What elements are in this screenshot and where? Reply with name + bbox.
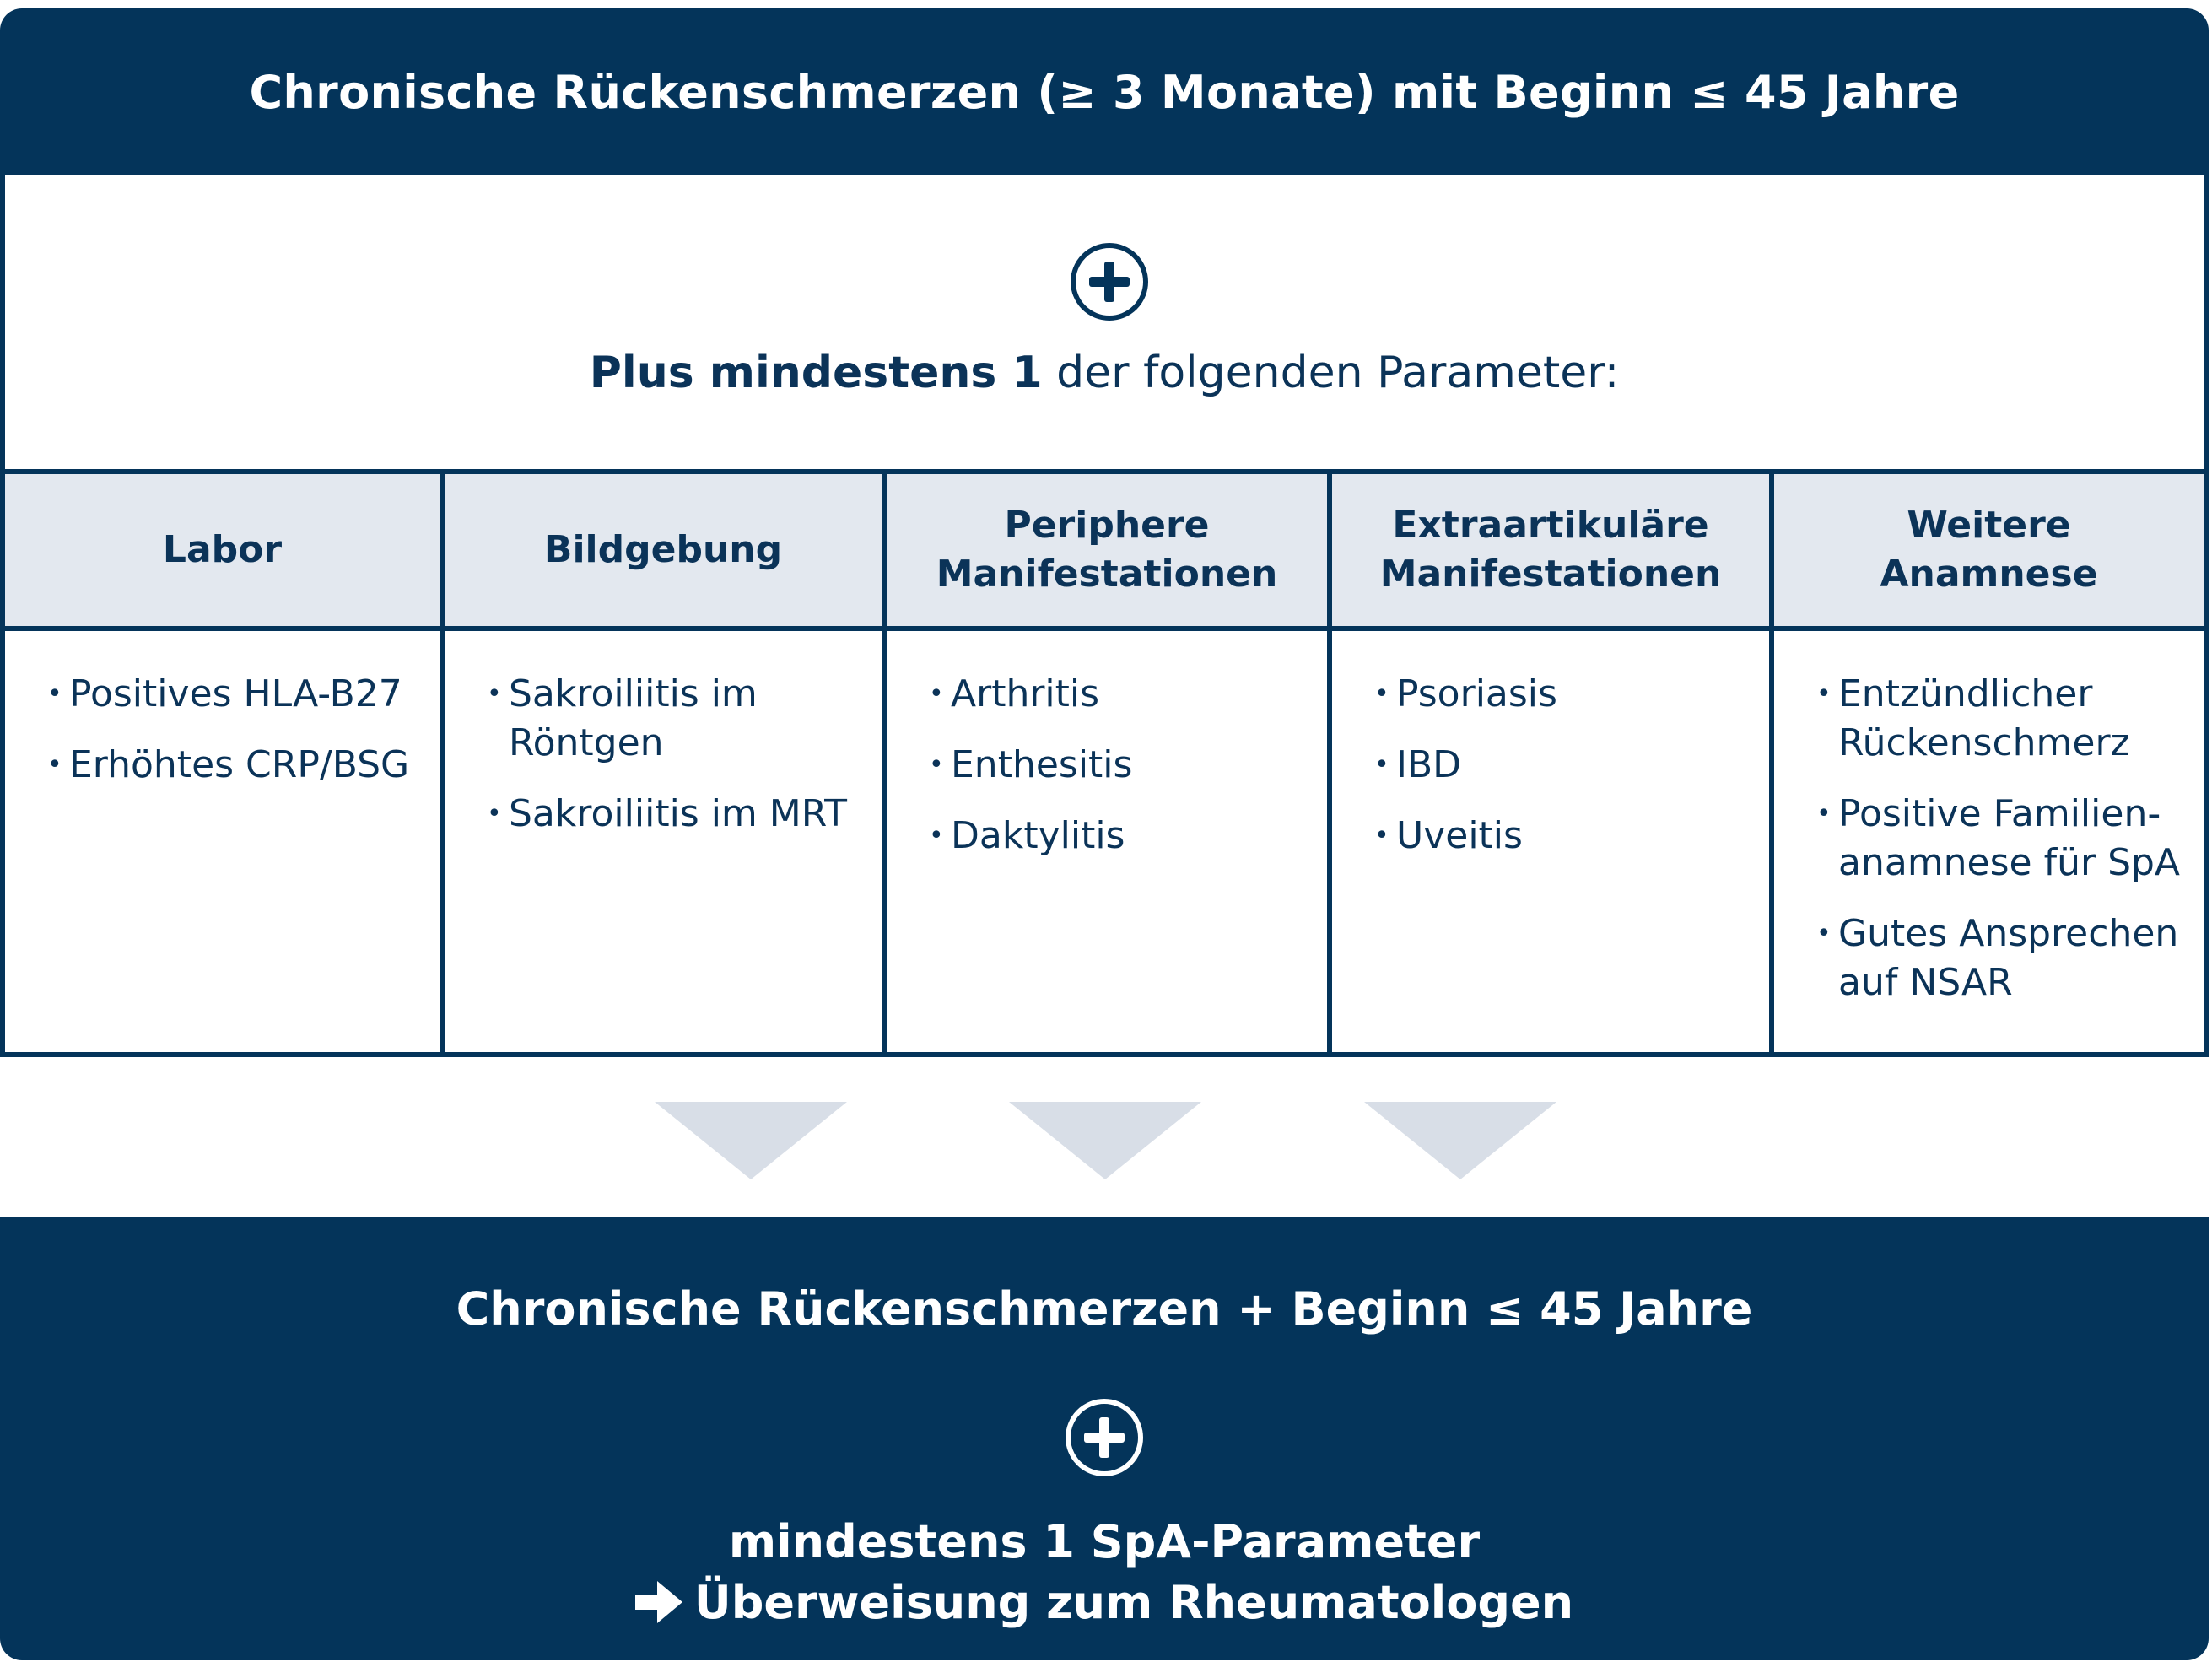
column-header-bildgebung: Bildgebung (445, 474, 887, 631)
list-extraartikulaere (1374, 670, 1752, 861)
conclusion-line-2 (0, 1573, 2209, 1633)
parameters-intro-bold: Plus mindestens 1 (589, 348, 1043, 398)
column-body-labor (5, 631, 445, 1057)
list-item: • IBD (1374, 741, 1752, 790)
chevron-down-icon (1009, 1102, 1201, 1179)
arrow-right-icon (635, 1581, 682, 1623)
list-item: • Sakroiliitis im Röntgen (487, 670, 865, 768)
plus-circle-icon (1071, 243, 1148, 321)
column-body-periphere (887, 631, 1332, 1057)
list-item: • Sakroiliitis im MRT (487, 790, 865, 839)
parameters-table (5, 469, 2204, 1052)
conclusion-line-2-text: Überweisung zum Rheumatologen (693, 1576, 1574, 1629)
diagram-frame (0, 8, 2209, 1660)
top-banner (0, 8, 2209, 175)
chevron-down-icon (655, 1102, 847, 1179)
bottom-banner (0, 1217, 2209, 1660)
parameters-box (0, 175, 2209, 1057)
list-item: • Entzündlicher Rückenschmerz (1816, 670, 2187, 768)
list-labor (47, 670, 423, 790)
list-item: • Enthesitis (929, 741, 1310, 790)
list-item: • Arthritis (929, 670, 1310, 719)
list-weitere (1816, 670, 2187, 1007)
list-item: • Uveitis (1374, 812, 1752, 861)
list-periphere (929, 670, 1310, 861)
list-item: • Daktylitis (929, 812, 1310, 861)
column-body-weitere (1774, 631, 2204, 1057)
conclusion-line-1: mindestens 1 SpA-Parameter (728, 1515, 1481, 1568)
parameters-intro-rest: der folgenden Parameter: (1042, 348, 1620, 398)
column-body-bildgebung (445, 631, 887, 1057)
list-item: • Psoriasis (1374, 670, 1752, 719)
bottom-banner-conclusion (0, 1512, 2209, 1633)
bottom-banner-title: Chronische Rückenschmerzen + Beginn ≤ 45 Jahre (456, 1282, 1753, 1336)
top-banner-title: Chronische Rückenschmerzen (≥ 3 Monate) mit Beginn ≤ 45 Jahre (249, 65, 1960, 119)
parameters-intro (5, 348, 2204, 398)
column-header-extraartikulaere: Extraartikuläre Manifestationen (1332, 474, 1774, 631)
chevron-down-icon (1364, 1102, 1556, 1179)
column-header-labor: Labor (5, 474, 445, 631)
plus-circle-icon (1066, 1399, 1143, 1476)
list-item: • Erhöhtes CRP/BSG (47, 741, 423, 790)
list-bildgebung (487, 670, 865, 839)
column-body-extraartikulaere (1332, 631, 1774, 1057)
flow-chevrons (0, 1102, 2209, 1186)
list-item: • Gutes Ansprechen auf NSAR (1816, 909, 2187, 1007)
list-item: • Positive Familien- anamnese für SpA (1816, 790, 2187, 888)
column-header-periphere: Periphere Manifestationen (887, 474, 1332, 631)
column-header-weitere: Weitere Anamnese (1774, 474, 2204, 631)
list-item: • Positives HLA-B27 (47, 670, 423, 719)
